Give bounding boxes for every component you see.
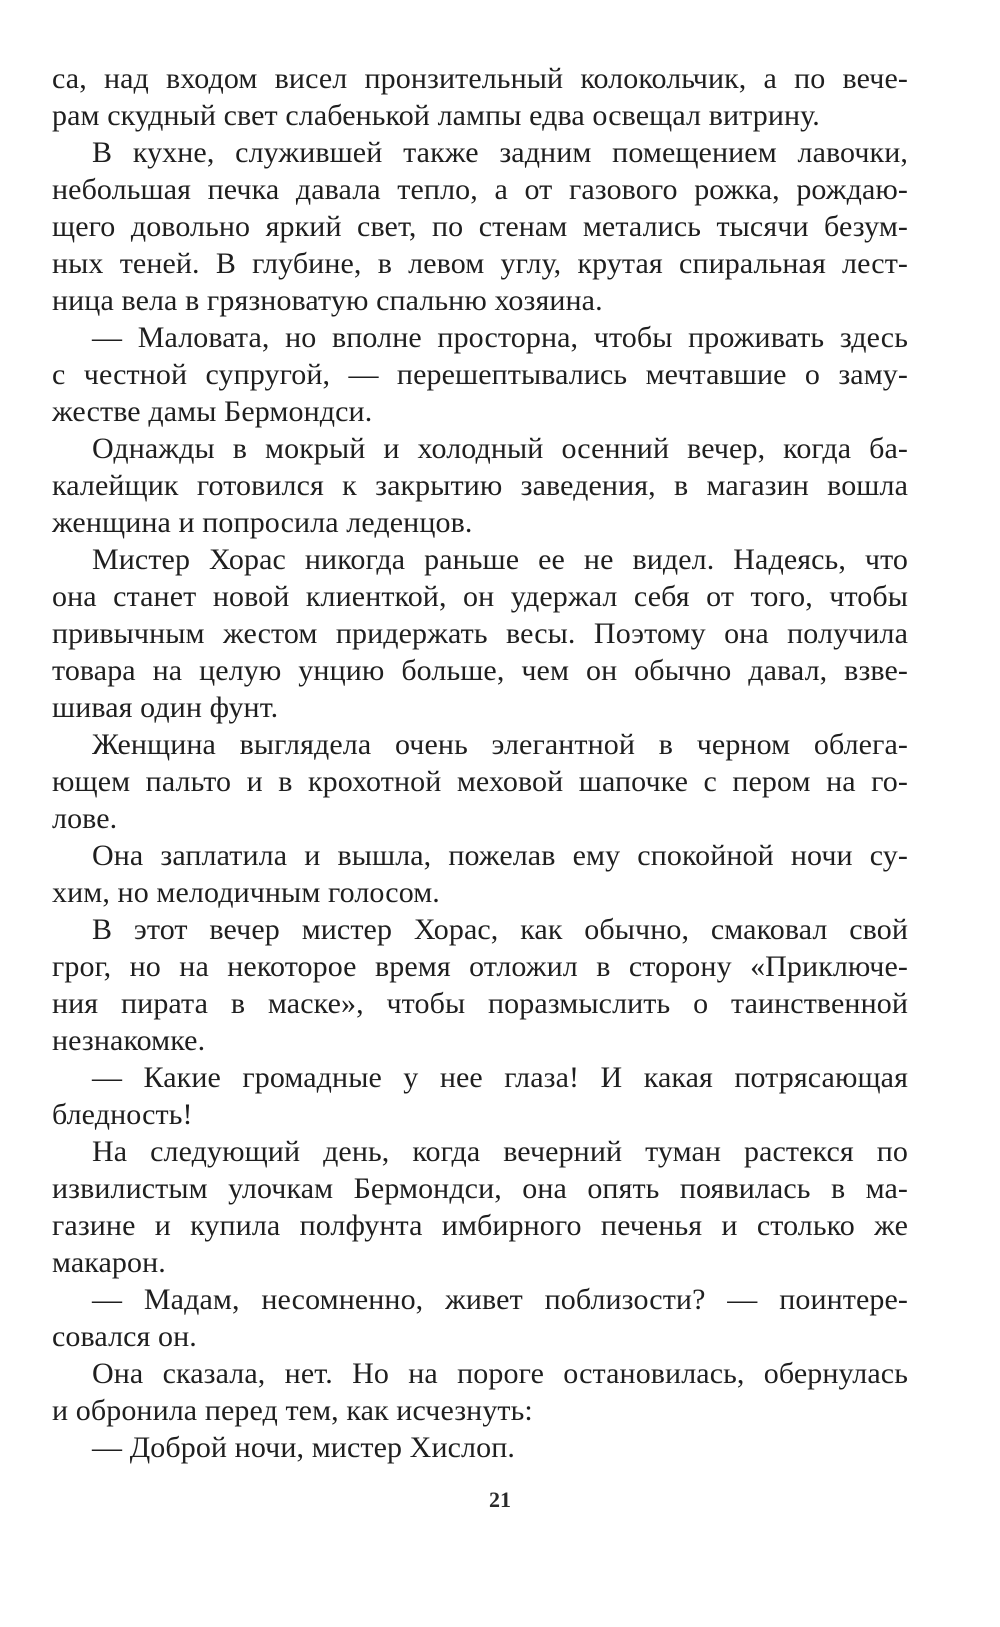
text-line: Однажды в мокрый и холодный осенний вечер, когда ба- — [92, 432, 908, 465]
text-line: привычным жестом придержать весы. Поэтому она получила — [52, 617, 908, 650]
text-line: газине и купила полфунта имбирного печенья и столько же — [52, 1209, 908, 1242]
text-line: жестве дамы Бермондси. — [52, 395, 373, 428]
text-line: В этот вечер мистер Хорас, как обычно, смаковал свой — [92, 913, 908, 946]
text-line: калейщик готовился к закрытию заведения, в магазин вошла — [52, 469, 908, 502]
text-line: и обронила перед тем, как исчезнуть: — [52, 1394, 533, 1427]
text-line: ющем пальто и в крохотной меховой шапочке с пером на го- — [52, 765, 908, 798]
page-body — [52, 60, 908, 1466]
text-line: совался он. — [52, 1320, 197, 1353]
text-line: товара на целую унцию больше, чем он обычно давал, взве- — [52, 654, 908, 687]
text-line: Она заплатила и вышла, пожелав ему спокойной ночи су- — [92, 839, 908, 872]
text-line: Женщина выглядела очень элегантной в черном облега- — [92, 728, 908, 761]
text-line: На следующий день, когда вечерний туман растекся по — [92, 1135, 908, 1168]
text-line: макарон. — [52, 1246, 166, 1279]
page-number: 21 — [489, 1487, 511, 1512]
text-line: она станет новой клиенткой, он удержал себя от того, чтобы — [52, 580, 908, 613]
text-line: лове. — [52, 802, 118, 835]
text-line: незнакомке. — [52, 1024, 206, 1057]
text-line: — Маловата, но вполне просторна, чтобы проживать здесь — [92, 321, 908, 354]
text-line: — Доброй ночи, мистер Хислоп. — [92, 1431, 515, 1464]
text-line: ных теней. В глубине, в левом углу, крутая спиральная лест- — [52, 247, 908, 280]
text-line: извилистым улочкам Бермондси, она опять появилась в ма- — [52, 1172, 908, 1205]
text-line: В кухне, служившей также задним помещением лавочки, — [92, 136, 908, 169]
text-line: хим, но мелодичным голосом. — [52, 876, 440, 909]
text-line: са, над входом висел пронзительный колокольчик, а по вече- — [52, 62, 908, 95]
text-line: женщина и попросила леденцов. — [52, 506, 473, 539]
text-line: бледность! — [52, 1098, 193, 1131]
text-line: — Какие громадные у нее глаза! И какая потрясающая — [92, 1061, 908, 1094]
text-line: ница вела в грязноватую спальню хозяина. — [52, 284, 603, 317]
text-line: ния пирата в маске», чтобы поразмыслить о таинственной — [52, 987, 908, 1020]
text-line: Мистер Хорас никогда раньше ее не видел. Надеясь, что — [92, 543, 908, 576]
text-line: грог, но на некоторое время отложил в сторону «Приключе- — [52, 950, 908, 983]
text-line: небольшая печка давала тепло, а от газового рожка, рождаю- — [52, 173, 908, 206]
text-line: рам скудный свет слабенькой лампы едва освещал витрину. — [52, 99, 820, 132]
text-line: щего довольно яркий свет, по стенам метались тысячи безум- — [52, 210, 908, 243]
text-line: Она сказала, нет. Но на пороге остановилась, обернулась — [92, 1357, 908, 1390]
text-line: шивая один фунт. — [52, 691, 279, 724]
text-line: — Мадам, несомненно, живет поблизости? — поинтере- — [92, 1283, 908, 1316]
text-line: с честной супругой, — перешептывались мечтавшие о заму- — [52, 358, 908, 391]
